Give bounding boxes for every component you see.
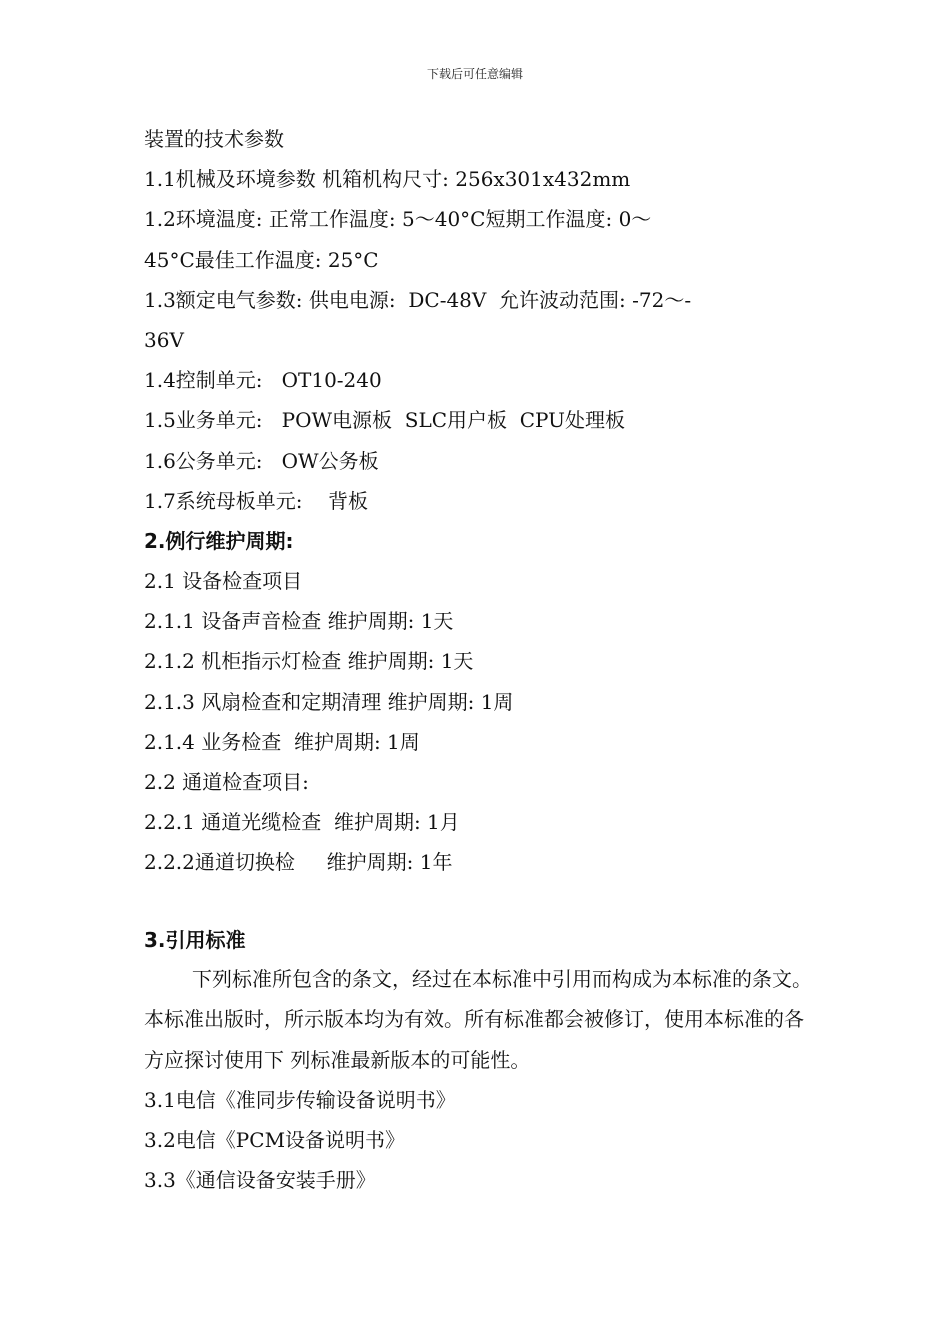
maintenance-line: 2.1 设备检查项目 xyxy=(144,569,303,594)
reference-line: 3.3《通信设备安装手册》 xyxy=(144,1168,376,1193)
maintenance-line: 2.2.2通道切换检 维护周期: 1年 xyxy=(144,850,453,875)
reference-line: 3.2电信《PCM设备说明书》 xyxy=(144,1128,406,1153)
document-body xyxy=(144,119,820,1201)
heading-maintenance-cycle: 2.例行维护周期: xyxy=(144,528,294,553)
reference-line: 3.1电信《准同步传输设备说明书》 xyxy=(144,1088,456,1113)
blank-line xyxy=(144,883,820,921)
spec-line: 1.1机械及环境参数 机箱机构尺寸: 256x301x432mm xyxy=(144,167,631,192)
maintenance-line: 2.1.3 风扇检查和定期清理 维护周期: 1周 xyxy=(144,689,514,714)
spec-line: 45°C最佳工作温度: 25°C xyxy=(144,247,379,272)
heading-referenced-standards: 3.引用标准 xyxy=(144,927,246,952)
standards-paragraph: 下列标准所包含的条文，经过在本标准中引用而构成为本标准的条文。本标准出版时，所示版本均为有效。所有标准都会被修订，使用本标准的各方应探讨使用下 列标准最新版本的可能性。 xyxy=(144,966,812,1072)
maintenance-line: 2.1.4 业务检查 维护周期: 1周 xyxy=(144,729,420,754)
maintenance-line: 2.1.1 设备声音检查 维护周期: 1天 xyxy=(144,609,454,634)
page-header: 下载后可任意编辑 xyxy=(426,67,523,81)
maintenance-line: 2.2 通道检查项目: xyxy=(144,770,309,794)
spec-line: 1.2环境温度: 正常工作温度: 5～40°C短期工作温度: 0～ xyxy=(144,207,652,232)
spec-line: 1.5业务单元: POW电源板 SLC用户板 CPU处理板 xyxy=(144,408,626,433)
spec-line: 1.3额定电气参数: 供电电源: DC-48V 允许波动范围: -72～- xyxy=(144,287,692,312)
maintenance-line: 2.1.2 机柜指示灯检查 维护周期: 1天 xyxy=(144,649,474,674)
spec-line: 1.7系统母板单元: 背板 xyxy=(144,488,368,513)
spec-line: 1.4控制单元: OT10-240 xyxy=(144,368,382,393)
spec-line: 36V xyxy=(144,327,184,352)
maintenance-line: 2.2.1 通道光缆检查 维护周期: 1月 xyxy=(144,810,460,835)
section-title: 装置的技术参数 xyxy=(144,127,284,151)
spec-line: 1.6公务单元: OW公务板 xyxy=(144,448,379,473)
